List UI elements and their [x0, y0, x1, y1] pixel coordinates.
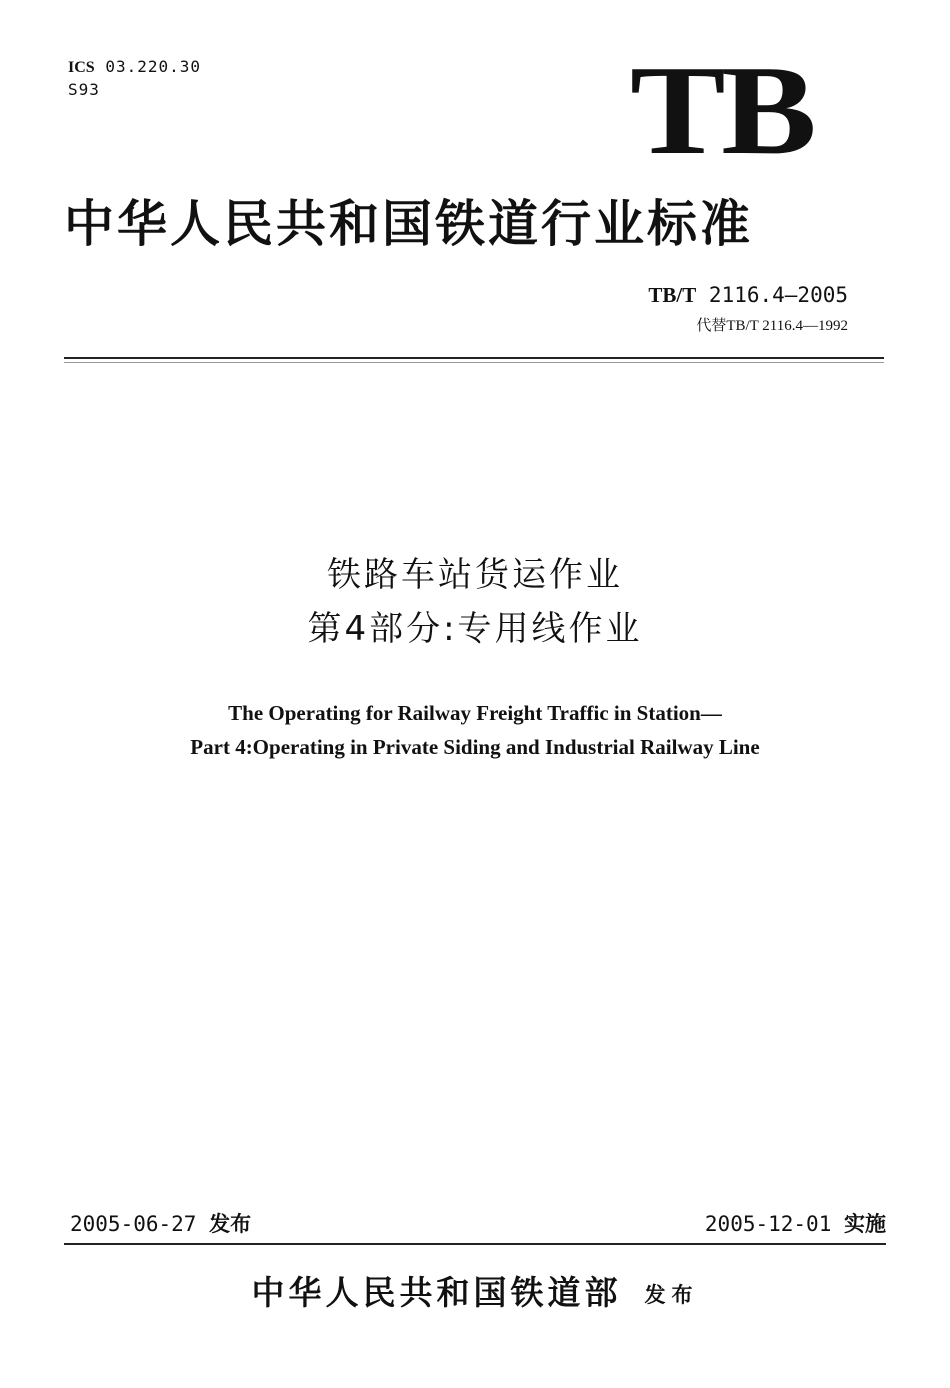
- replaces-value: TB/T 2116.4—1992: [726, 318, 848, 334]
- publisher-action: 发布: [644, 1283, 699, 1307]
- chinese-title: [0, 548, 950, 656]
- ics-code: 03.220.30: [105, 57, 202, 76]
- issue-date-value: 2005-06-27: [70, 1212, 197, 1236]
- english-title-line-2: Part 4:Operating in Private Siding and Industrial Railway Line: [190, 735, 760, 759]
- footer-divider: [64, 1243, 886, 1245]
- issue-date: [70, 1210, 251, 1238]
- issue-label: 发布: [209, 1212, 252, 1236]
- standard-number-prefix: TB/T: [648, 283, 697, 307]
- english-title-line-1: The Operating for Railway Freight Traffic in Station—: [228, 701, 722, 725]
- standard-number: [648, 282, 848, 308]
- english-title: [0, 696, 950, 764]
- ics-label: ICS: [68, 59, 95, 76]
- replaces-label: 代替: [696, 316, 727, 334]
- effective-date-value: 2005-12-01: [704, 1212, 832, 1236]
- tb-logo: TB: [630, 39, 813, 181]
- industry-standard-title: 中华人民共和国铁道行业标准: [64, 195, 753, 253]
- header-divider-thin: [64, 362, 884, 363]
- replaces-standard: [696, 314, 848, 337]
- standard-number-value: 2116.4—2005: [708, 283, 848, 307]
- chinese-title-line-2: 第4部分:专用线作业: [307, 609, 643, 649]
- class-code: S93: [68, 80, 100, 99]
- ics-line: [68, 56, 201, 79]
- classification-codes: [68, 56, 201, 101]
- effective-date: [705, 1210, 886, 1238]
- chinese-title-line-1: 铁路车站货运作业: [327, 555, 623, 595]
- header-divider: [64, 357, 884, 359]
- publisher: [0, 1268, 950, 1318]
- publisher-org: 中华人民共和国铁道部: [251, 1273, 622, 1312]
- effective-label: 实施: [844, 1212, 886, 1236]
